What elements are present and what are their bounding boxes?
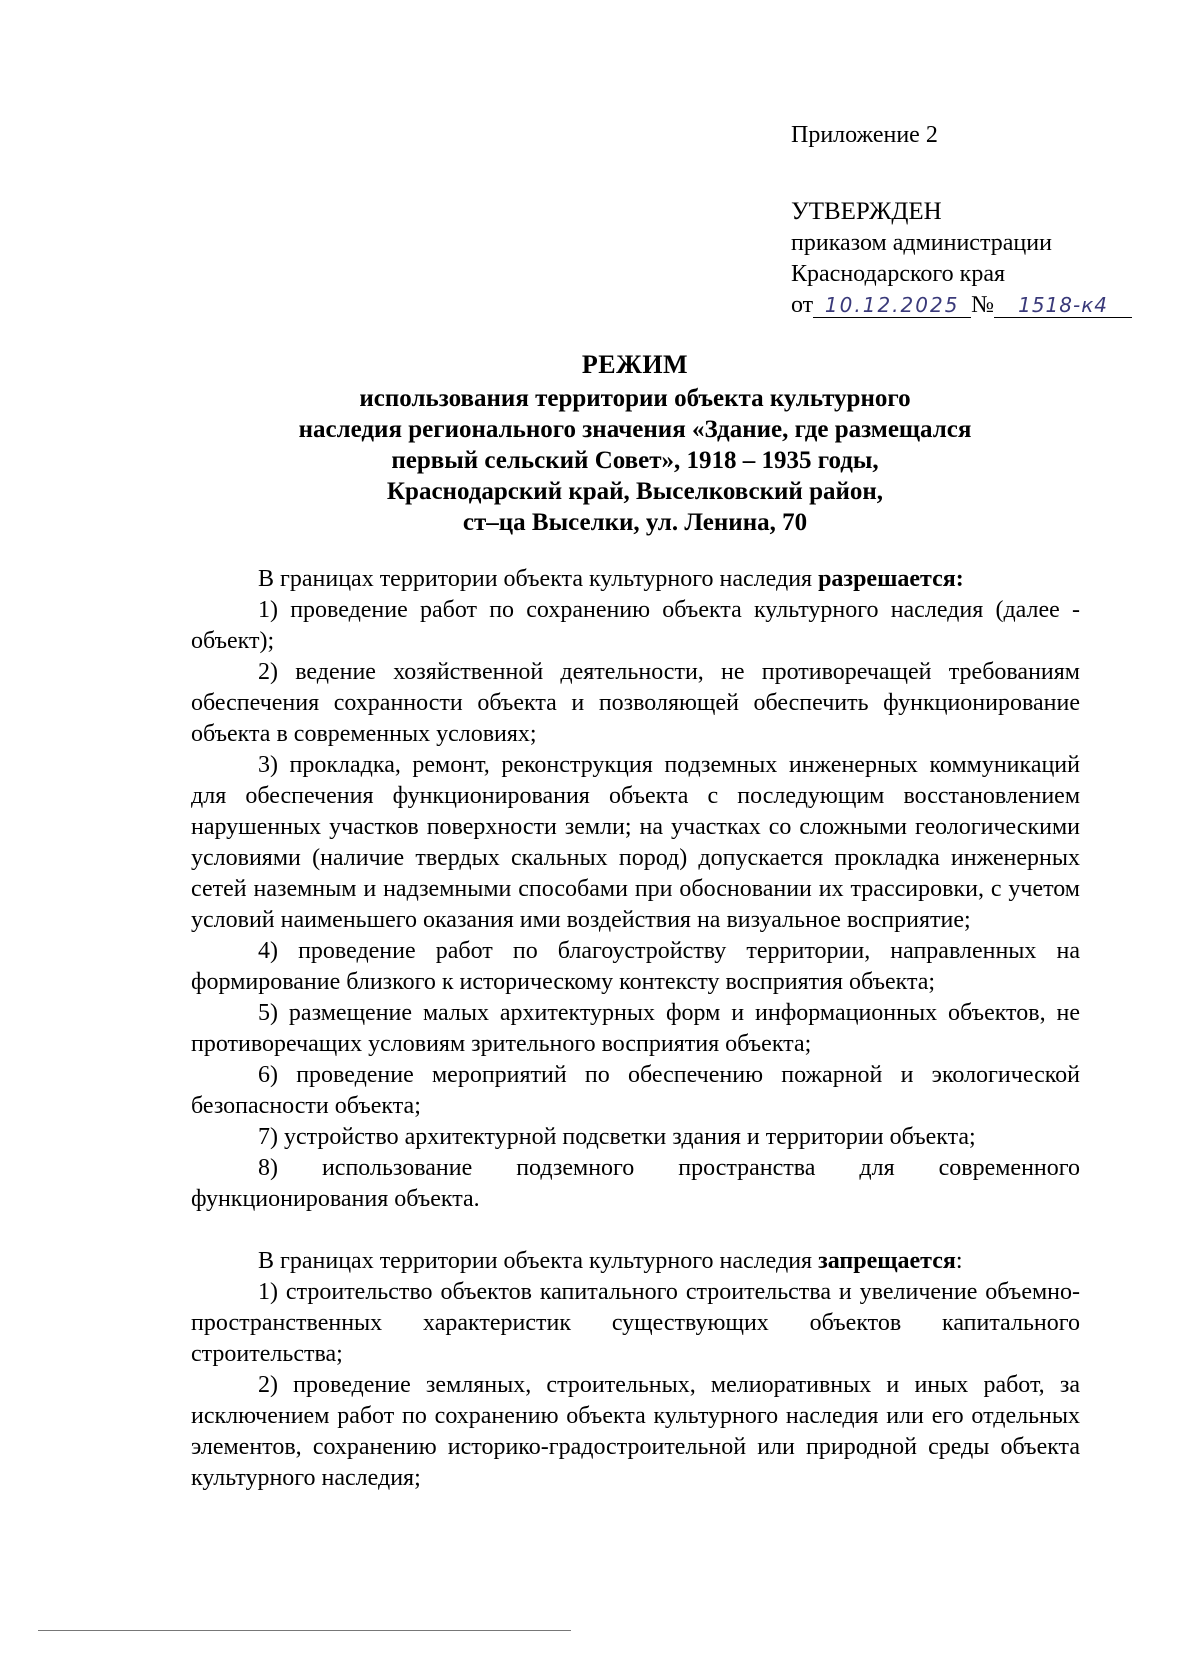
forbidden-keyword: запрещается: [818, 1248, 956, 1274]
approval-date-line: [791, 290, 1151, 321]
title-line: наследия регионального значения «Здание, где размещался: [298, 416, 972, 443]
allowed-item: 7) устройство архитектурной подсветки здания и территории объекта;: [258, 1124, 976, 1150]
number-prefix: №: [971, 292, 995, 318]
document-body: [191, 564, 1080, 1494]
document-title: [186, 349, 1084, 538]
appendix-label: Приложение 2: [791, 122, 938, 148]
allowed-item: 2) ведение хозяйственной деятельности, не противоречащей требованиям обеспечения сохранности объекта и позволяющей обеспечить функционирование объекта в современных условиях;: [191, 659, 1080, 747]
title-main: РЕЖИМ: [581, 350, 689, 379]
approval-block: [791, 120, 1151, 321]
title-line: ст–ца Выселки, ул. Ленина, 70: [462, 509, 808, 536]
title-line: Краснодарский край, Выселковский район,: [386, 478, 884, 505]
approval-line-2: Краснодарского края: [791, 261, 1006, 287]
allowed-item: 6) проведение мероприятий по обеспечению пожарной и экологической безопасности объекта;: [191, 1062, 1080, 1119]
allowed-intro: В границах территории объекта культурного наследия разрешается:: [258, 566, 964, 592]
forbidden-item: 1) строительство объектов капитального строительства и увеличение объемно-пространственных характеристик существующих объектов капитального строительства;: [191, 1279, 1080, 1367]
title-line: первый сельский Совет», 1918 – 1935 годы,: [391, 447, 879, 474]
handwritten-date: 10.12.2025: [813, 293, 971, 318]
forbidden-item: 2) проведение земляных, строительных, мелиоративных и иных работ, за исключением работ по сохранению объекта культурного наследия или его отдельных элементов, сохранению историко-градостроительной или природной среды объекта культурного наследия;: [191, 1372, 1080, 1491]
allowed-item: 3) прокладка, ремонт, реконструкция подземных инженерных коммуникаций для обеспечения функционирования объекта с последующим восстановлением нарушенных участков поверхности земли; на участках со сложными геологическими условиями (наличие твердых скальных пород) допускается прокладка инженерных сетей наземным и надземными способами при обосновании их трассировки, с учетом условий наименьшего оказания ими воздействия на визуальное восприятие;: [191, 752, 1080, 933]
approved-heading: УТВЕРЖДЕН: [791, 198, 942, 225]
allowed-item: 8) использование подземного пространства для современного функционирования объекта.: [191, 1155, 1080, 1212]
allowed-item: 1) проведение работ по сохранению объекта культурного наследия (далее - объект);: [191, 597, 1080, 654]
forbidden-intro: В границах территории объекта культурного наследия запрещается:: [258, 1248, 963, 1274]
title-line: использования территории объекта культурного: [359, 385, 911, 412]
allowed-keyword: разрешается:: [818, 566, 964, 592]
allowed-item: 5) размещение малых архитектурных форм и информационных объектов, не противоречащих условиям зрительного восприятия объекта;: [191, 1000, 1080, 1057]
from-prefix: от: [791, 292, 814, 318]
footer-divider: [38, 1630, 571, 1631]
allowed-item: 4) проведение работ по благоустройству территории, направленных на формирование близкого к историческому контексту восприятия объекта;: [191, 938, 1080, 995]
handwritten-number: 1518-к4: [994, 293, 1132, 318]
approval-line-1: приказом администрации: [791, 230, 1052, 256]
